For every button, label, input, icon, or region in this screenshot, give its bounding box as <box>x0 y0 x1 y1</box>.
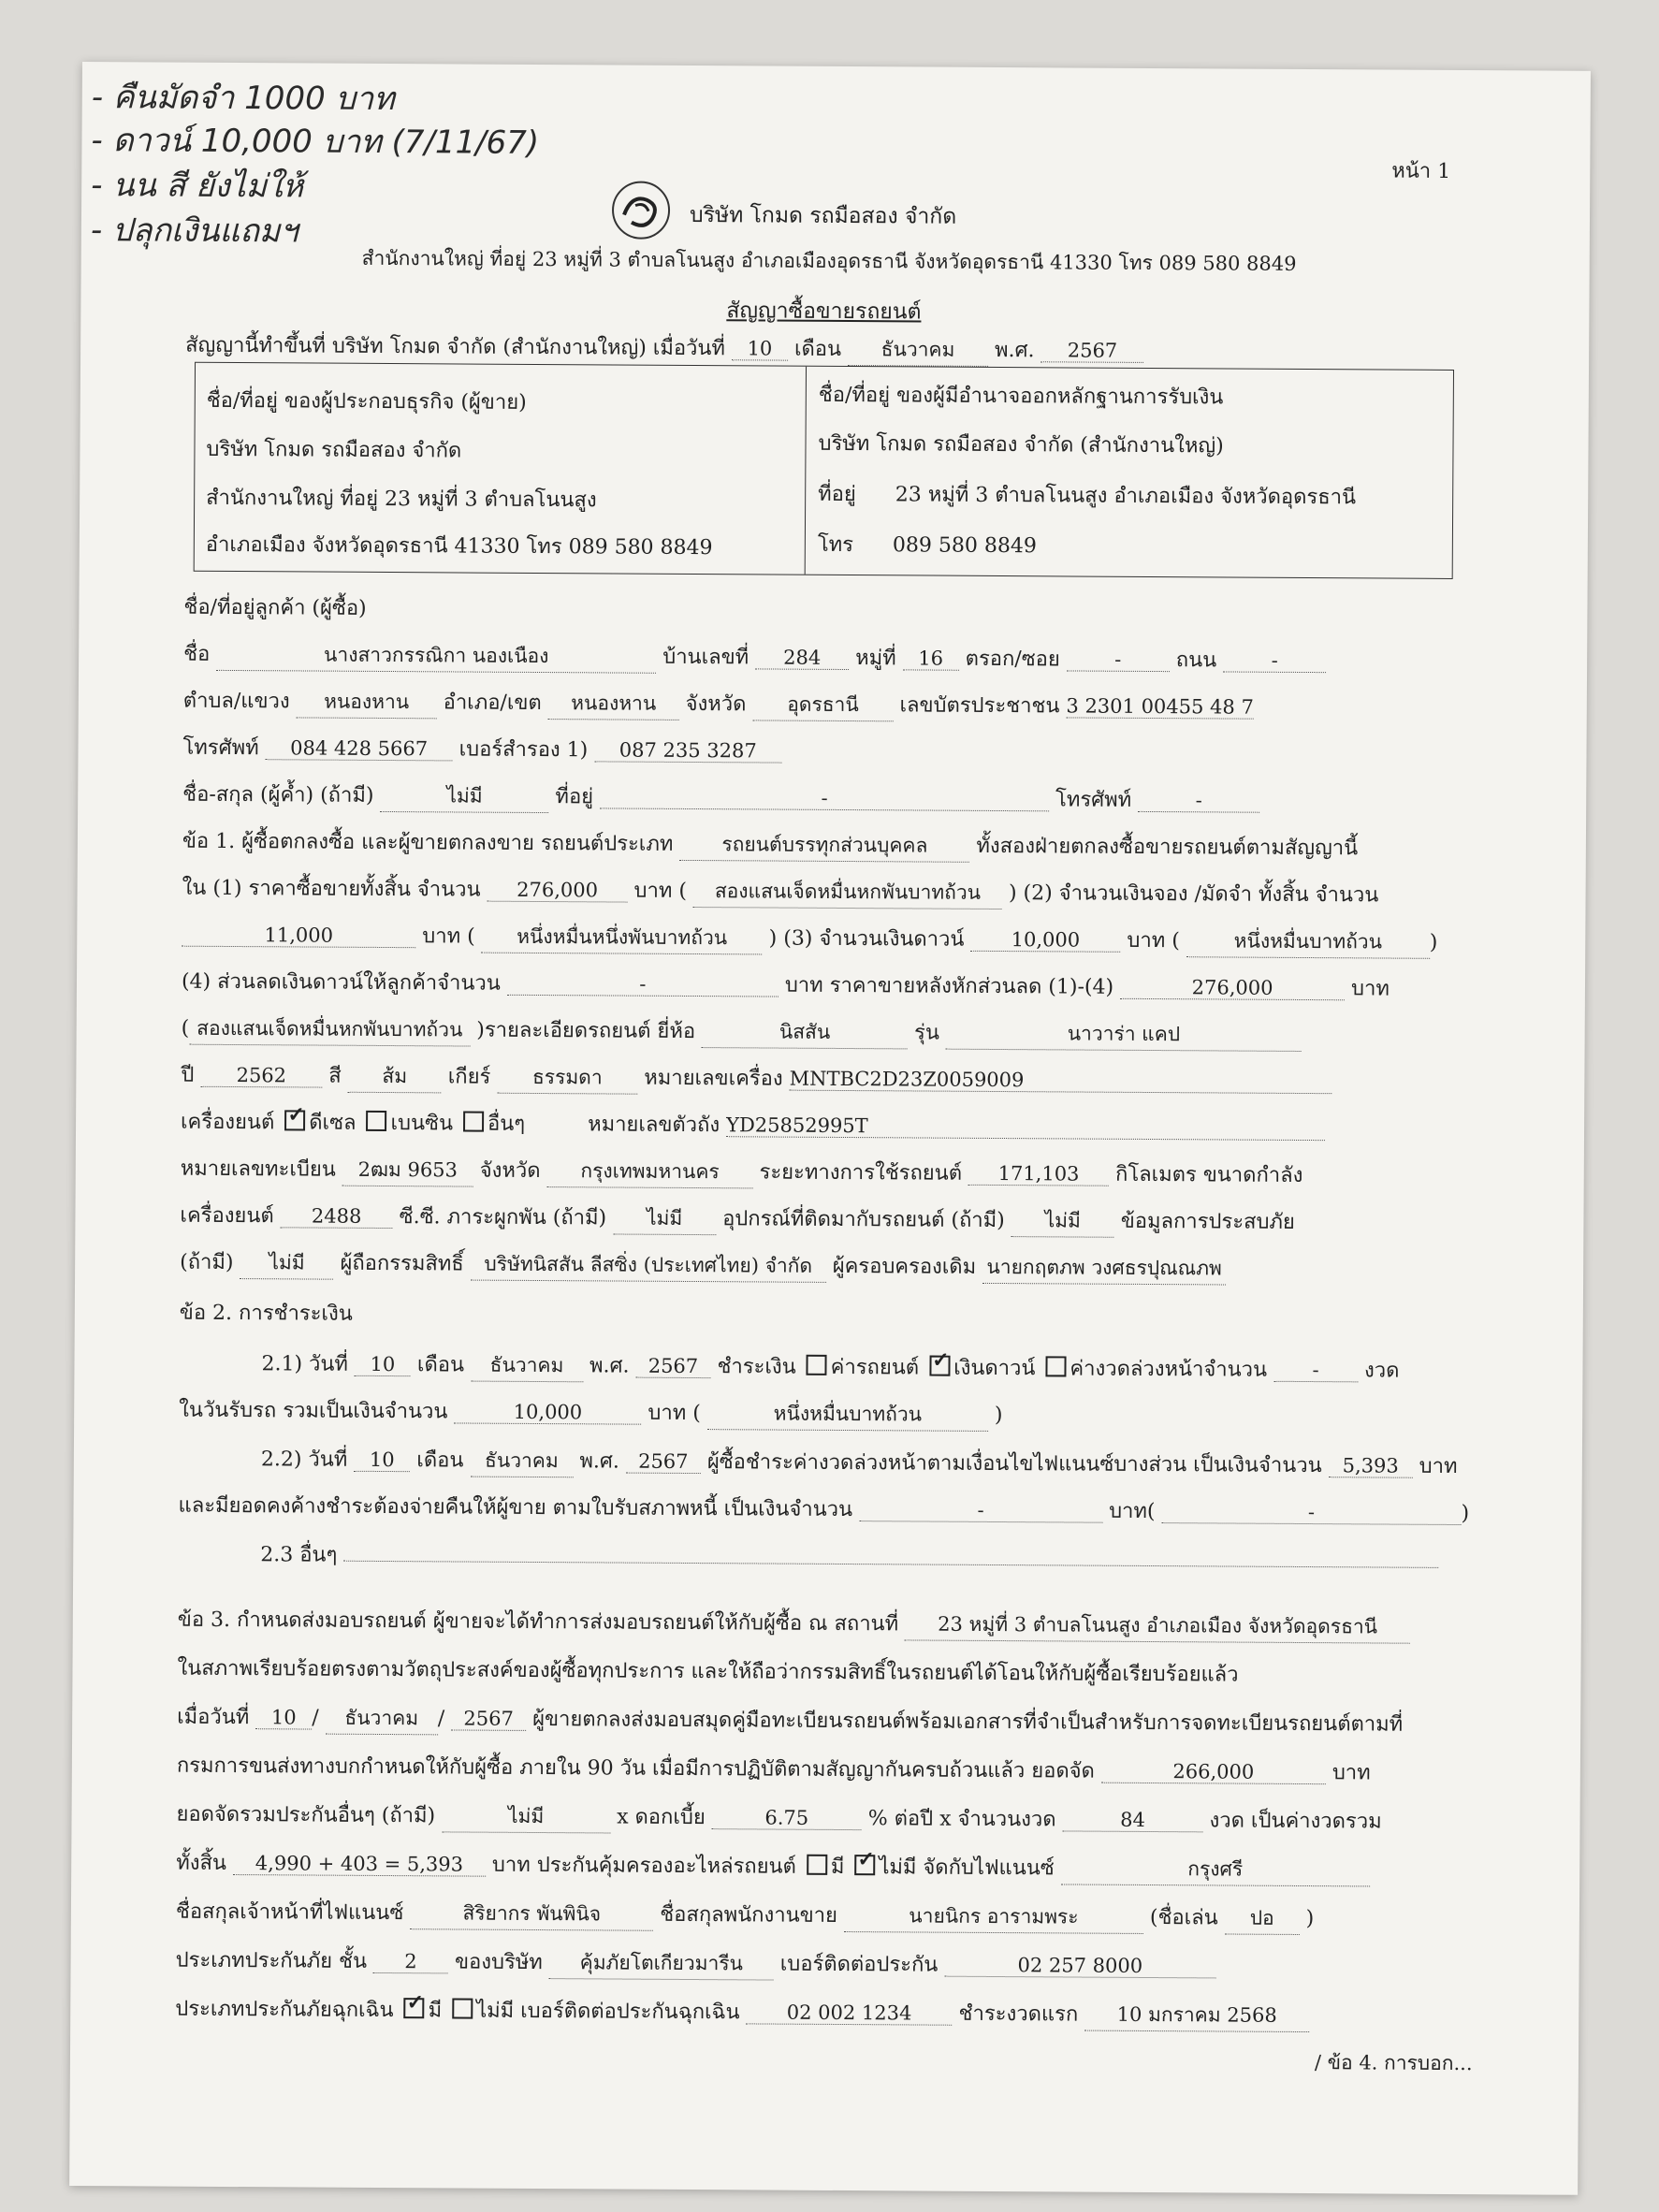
clause2-3-line: 2.3 อื่นๆ <box>260 1537 1497 1578</box>
clause2-2-outstanding: และมียอดคงค้างชำระต้องจ่ายคืนให้ผู้ขาย ตามใบรับสภาพหนี้ เป็นเงินจำนวน - บาท( - ) <box>178 1493 1470 1526</box>
clause2-1-total: ในวันรับรถ รวมเป็นเงินจำนวน 10,000 บาท ( หนึ่งหมื่นบาทถ้วน ) <box>179 1393 1498 1435</box>
customer-address-row: ตำบล/แขวง หนองหาน อำเภอ/เขต หนองหาน จังหวัด อุดรธานี เลขบัตรประชาชน 3 2301 00455 48 7 <box>183 684 1503 726</box>
receipt-issuer-address: ที่อยู่ 23 หมู่ที่ 3 ตำบลโนนสูง อำเภอเมือง จังหวัดอุดรธานี <box>818 482 1357 510</box>
receipt-issuer-name: บริษัท โกมด รถมือสอง จำกัด (สำนักงานใหญ่) <box>818 431 1224 458</box>
company-name: บริษัท โกมด รถมือสอง จำกัด <box>689 202 957 229</box>
advance-checkbox <box>1045 1356 1066 1376</box>
page-number: หน้า 1 <box>1391 159 1451 183</box>
clause2-2-line: 2.2) วันที่ 10 เดือน ธันวาคม พ.ศ. 2567 ผู้ซื้อชำระค่างวดล่วงหน้าตามเงื่อนไขไฟแนนซ์บางส่วน เป็นเงินจำนวน 5,393 บาท <box>261 1442 1498 1483</box>
clause3-line9: ประเภทประกันภัยฉุกเฉิน ✓ มี ไม่มี เบอร์ติดต่อประกันฉุกเฉิน 02 002 1234 ชำระงวดแรก 10 มกราคม 2568 <box>175 1992 1494 2034</box>
clause3-line2: ในสภาพเรียบร้อยตรงตามวัตถุประสงค์ของผู้ซื้อทุกประการ และให้ถือว่ากรรมสิทธิ์ในรถยนต์ได้โอนให้กับผู้ซื้อเรียบร้อยแล้ว <box>177 1656 1239 1687</box>
clause1-line1: ข้อ 1. ผู้ซื้อตกลงซื้อ และผู้ขายตกลงขาย รถยนต์ประเภท รถยนต์บรรทุกส่วนบุคคล ทั้งสองฝ่ายตกลงซื้อขายรถยนต์ตามสัญญานี้ <box>182 824 1502 866</box>
contract-page <box>69 62 1591 2195</box>
clause3-line7: ชื่อสกุลเจ้าหน้าที่ไฟแนนซ์ สิริยากร พันพินิจ ชื่อสกุลพนักงานขาย นายนิกร อารามพระ (ชื่อเล่น ปอ ) <box>176 1895 1495 1937</box>
clause3-line3: เมื่อวันที่ 10 / ธันวาคม / 2567 ผู้ขายตกลงส่งมอบสมุดคู่มือทะเบียนรถยนต์พร้อมเอกสารที่จำเป็นสำหรับการจดทะเบียนรถยนต์ตามที่ <box>177 1700 1496 1742</box>
clause3-line4: กรมการขนส่งทางบกกำหนดให้กับผู้ซื้อ ภายใน 90 วัน เมื่อมีการปฏิบัติตามสัญญากันครบถ้วนแล้ว ยอดจัด 266,000 บาท <box>176 1754 1371 1785</box>
seller-address: สำนักงานใหญ่ ที่อยู่ 23 หมู่ที่ 3 ตำบลโนนสูง <box>206 486 597 513</box>
customer-name: นางสาวกรรณิกา นองเนือง <box>216 639 656 674</box>
handwritten-note-3: - นน สี ยังไม่ให้ <box>91 167 304 206</box>
emergency-insurance-no-checkbox <box>452 1998 473 2018</box>
seller-heading: ชื่อ/ที่อยู่ ของผู้ประกอบธุรกิจ (ผู้ขาย) <box>206 388 527 415</box>
guarantor-row: ชื่อ-สกุล (ผู้ค้ำ) (ถ้ามี) ไม่มี ที่อยู่ - โทรศัพท์ - <box>182 778 1502 820</box>
other-fuel-checkbox <box>463 1112 484 1132</box>
receipt-issuer-phone: โทร 089 580 8849 <box>817 532 1037 559</box>
customer-id: 3 2301 00455 48 7 <box>1066 694 1254 719</box>
customer-phone-row: โทรศัพท์ 084 428 5667 เบอร์สำรอง 1) 087 235 3287 <box>182 731 1502 772</box>
intro-line: สัญญานี้ทำขึ้นที่ บริษัท โกมด จำกัด (สำนักงานใหญ่) เมื่อวันที่ 10 เดือน ธันวาคม พ.ศ. 2567 <box>185 328 1505 371</box>
clause1-line3: 11,000 บาท ( หนึ่งหมื่นหนึ่งพันบาทถ้วน ) (3) จำนวนเงินดาวน์ 10,000 บาท ( หนึ่งหมื่นบาทถ้วน ) <box>182 918 1501 960</box>
seller-info-box <box>194 362 1454 579</box>
clause1-line9: เครื่องยนต์ 2488 ซี.ซี. ภาระผูกพัน (ถ้ามี) ไม่มี อุปกรณ์ที่ติดมากับรถยนต์ (ถ้ามี) ไม่มี ข้อมูลการประสบภัย <box>180 1199 1499 1241</box>
down-payment-checkbox <box>929 1356 950 1376</box>
customer-heading: ชื่อ/ที่อยู่ลูกค้า (ผู้ซื้อ) <box>183 595 367 620</box>
clause3-line1: ข้อ 3. กำหนดส่งมอบรถยนต์ ผู้ขายจะได้ทำการส่งมอบรถยนต์ให้กับผู้ซื้อ ณ สถานที่ 23 หมู่ที่ 3 ตำบลโนนสูง อำเภอเมือง จังหวัดอุดรธานี <box>178 1603 1497 1645</box>
clause2-heading: ข้อ 2. การชำระเงิน <box>179 1301 353 1326</box>
clause3-line5: ยอดจัดรวมประกันอื่นๆ (ถ้ามี) ไม่มี x ดอกเบี้ย 6.75 % ต่อปี x จำนวนงวด 84 งวด เป็นค่างวดรวม <box>176 1797 1495 1840</box>
clause1-line4: (4) ส่วนลดเงินดาวน์ให้ลูกค้าจำนวน - บาท ราคาขายหลังหักส่วนลด (1)-(4) 276,000 บาท <box>181 969 1390 1001</box>
handwritten-note-2: - ดาวน์ 10,000 บาท (7/11/67) <box>91 122 540 162</box>
clause1-line7: เครื่องยนต์ ✓ ดีเซล เบนซิน อื่นๆ หมายเลขตัวถัง YD25852995T <box>181 1105 1500 1146</box>
document-title: สัญญาซื้อขายรถยนต์ <box>726 298 922 325</box>
parts-insurance-no-checkbox <box>854 1855 875 1875</box>
handwritten-note-1: - คืนมัดจำ 1000 บาท <box>91 79 395 119</box>
benzin-checkbox <box>366 1111 386 1131</box>
seller-address-2: อำเภอเมือง จังหวัดอุดรธานี 41330 โทร 089 580 8849 <box>205 532 713 560</box>
parts-insurance-yes-checkbox <box>807 1855 827 1875</box>
receipt-issuer-heading: ชื่อ/ที่อยู่ ของผู้มีอำนาจออกหลักฐานการรับเงิน <box>818 383 1224 410</box>
clause1-line5: ( สองแสนเจ็ดหมื่นหกพันบาทถ้วน )รายละเอียดรถยนต์ ยี่ห้อ นิสสัน รุ่น นาวาร่า แคป <box>182 1011 1501 1054</box>
emergency-insurance-yes-checkbox <box>404 1998 425 2018</box>
clause1-line8: หมายเลขทะเบียน 2ฒม 9653 จังหวัด กรุงเทพมหานคร ระยะทางการใช้รถยนต์ 171,103 กิโลเมตร ขนาดกำลัง <box>181 1152 1500 1194</box>
diesel-checkbox <box>284 1110 305 1130</box>
clause1-line6: ปี 2562 สี ส้ม เกียร์ ธรรมดา หมายเลขเครื่อง MNTBC2D23Z0059009 <box>181 1058 1500 1100</box>
handwritten-note-4: - ปลุกเงินแถมฯ <box>90 211 298 251</box>
clause3-line6: ทั้งสิ้น 4,990 + 403 = 5,393 บาท ประกันคุ้มครองอะไหล่รถยนต์ มี ✓ ไม่มี จัดกับไฟแนนซ์ กรุงศรี <box>176 1846 1495 1888</box>
clause1-line10: (ถ้ามี) ไม่มี ผู้ถือกรรมสิทธิ์ บริษัทนิสสัน ลีสซิ่ง (ประเทศไทย) จำกัด ผู้ครอบครองเดิม นายกฤตภพ วงศธรปุณณภพ <box>180 1245 1499 1288</box>
continued-note: / ข้อ 4. การบอก... <box>1314 2051 1473 2075</box>
seller-name: บริษัท โกมด รถมือสอง จำกัด <box>206 437 462 463</box>
company-address: สำนักงานใหญ่ ที่อยู่ 23 หมู่ที่ 3 ตำบลโนนสูง อำเภอเมืองอุดรธานี จังหวัดอุดรธานี 41330 โทร 089 580 8849 <box>361 246 1297 275</box>
clause2-1-line: 2.1) วันที่ 10 เดือน ธันวาคม พ.ศ. 2567 ชำระเงิน ค่ารถยนต์ ✓ เงินดาวน์ ค่างวดล่วงหน้าจำนวน - งวด <box>261 1346 1498 1388</box>
clause1-line2: ใน (1) ราคาซื้อขายทั้งสิ้น จำนวน 276,000 บาท ( สองแสนเจ็ดหมื่นหกพันบาทถ้วน ) (2) จำนวนเงินจอง /มัดจำ ทั้งสิ้น จำนวน <box>182 871 1502 913</box>
clause3-line8: ประเภทประกันภัย ชั้น 2 ของบริษัท คุ้มภัยโตเกียวมารีน เบอร์ติดต่อประกัน 02 257 8000 <box>175 1943 1494 1986</box>
company-logo-icon <box>604 177 678 242</box>
customer-name-row: ชื่อ นางสาวกรรณิกา นองเนือง บ้านเลขที่ 284 หมู่ที่ 16 ตรอก/ซอย - ถนน - <box>183 637 1503 679</box>
car-price-checkbox <box>807 1355 827 1375</box>
